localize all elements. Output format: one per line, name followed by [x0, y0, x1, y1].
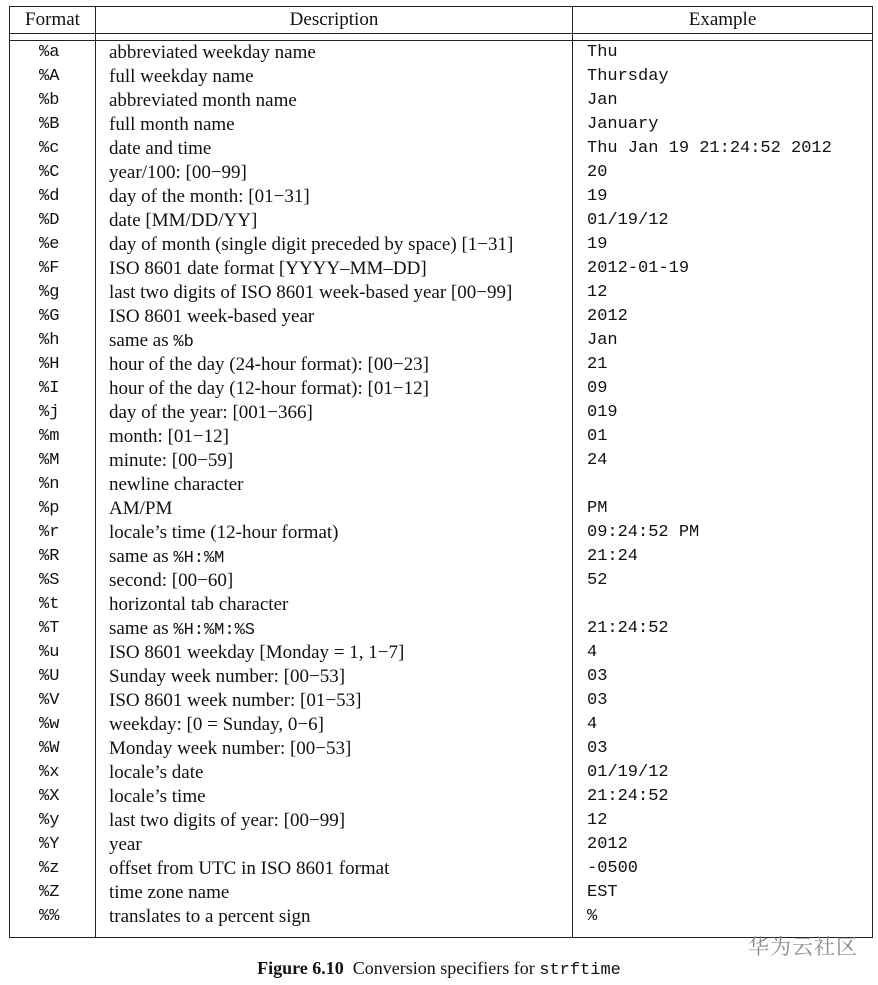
format-cell: %V: [10, 689, 96, 713]
header-example: Example: [688, 9, 757, 30]
table-row: [10, 353, 872, 377]
description-code: %b: [173, 333, 194, 352]
table-row: [10, 569, 872, 593]
format-cell: %n: [10, 473, 96, 497]
description-cell: [96, 833, 573, 857]
example-cell: 12: [587, 283, 608, 302]
table-row: [10, 833, 872, 857]
figure-caption: [0, 958, 878, 980]
example-cell: 01/19/12: [587, 763, 669, 782]
example-cell: 52: [587, 571, 608, 590]
table-row: [10, 473, 872, 497]
format-cell: %z: [10, 857, 96, 881]
example-cell: [573, 473, 872, 497]
format-cell: %M: [10, 449, 96, 473]
table-row: [10, 761, 872, 785]
example-cell: 4: [587, 715, 598, 734]
description-cell: [96, 377, 573, 401]
table-row: [10, 857, 872, 881]
description-cell: [96, 689, 573, 713]
table-row: [10, 305, 872, 329]
description-text: month: [01−12]: [109, 426, 229, 447]
format-cell: %x: [10, 761, 96, 785]
description-cell: [96, 497, 573, 521]
example-cell: [573, 593, 872, 617]
description-text: same as: [109, 546, 174, 567]
description-text: second: [00−60]: [109, 570, 234, 591]
table-row: [10, 713, 872, 737]
table-row: [10, 497, 872, 521]
example-cell: 20: [587, 163, 608, 182]
format-cell: %u: [10, 641, 96, 665]
format-cell: %b: [10, 89, 96, 113]
table-row: [10, 41, 872, 65]
example-cell: 09: [587, 379, 608, 398]
format-cell: %y: [10, 809, 96, 833]
description-cell: [96, 665, 573, 689]
description-cell: [96, 449, 573, 473]
format-cell: %C: [10, 161, 96, 185]
description-text: full month name: [109, 114, 235, 135]
description-text: translates to a percent sign: [109, 906, 311, 927]
format-cell: %W: [10, 737, 96, 761]
format-cell: %p: [10, 497, 96, 521]
description-text: last two digits of year: [00−99]: [109, 810, 346, 831]
table-row: [10, 881, 872, 905]
format-cell: %Y: [10, 833, 96, 857]
table-row: [10, 665, 872, 689]
description-cell: [96, 305, 573, 329]
description-text: time zone name: [109, 882, 230, 903]
description-text: minute: [00−59]: [109, 450, 234, 471]
example-cell: Thu Jan 19 21:24:52 2012: [587, 139, 832, 158]
format-cell: %T: [10, 617, 96, 641]
description-cell: [96, 713, 573, 737]
description-text: hour of the day (12-hour format): [01−12]: [109, 378, 429, 399]
table-row: [10, 161, 872, 185]
description-text: locale’s date: [109, 762, 204, 783]
description-cell: [96, 233, 573, 257]
format-cell: %Z: [10, 881, 96, 905]
description-text: year: [109, 834, 142, 855]
example-cell: PM: [587, 499, 608, 518]
description-code: %H:%M: [173, 549, 225, 568]
description-cell: [96, 473, 573, 497]
table-row: [10, 737, 872, 761]
table-row: [10, 209, 872, 233]
description-cell: [96, 41, 573, 65]
format-cell: %a: [10, 41, 96, 65]
description-cell: [96, 113, 573, 137]
description-cell: [96, 65, 573, 89]
format-cell: %t: [10, 593, 96, 617]
description-cell: [96, 401, 573, 425]
example-cell: 21:24:52: [587, 787, 669, 806]
description-cell: [96, 809, 573, 833]
example-cell: 03: [587, 691, 608, 710]
description-cell: [96, 89, 573, 113]
table-row: [10, 401, 872, 425]
format-cell: %X: [10, 785, 96, 809]
description-text: date and time: [109, 138, 212, 159]
format-cell: %m: [10, 425, 96, 449]
example-cell: Thu: [587, 43, 618, 62]
format-cell: %%: [10, 905, 96, 929]
example-cell: -0500: [587, 859, 639, 878]
description-cell: [96, 185, 573, 209]
caption-code: strftime: [539, 961, 621, 980]
watermark-text: 华为云社区: [748, 935, 858, 959]
example-cell: 12: [587, 811, 608, 830]
format-cell: %h: [10, 329, 96, 353]
example-cell: 19: [587, 235, 608, 254]
description-cell: [96, 353, 573, 377]
header-format: Format: [10, 7, 96, 33]
description-cell: [96, 137, 573, 161]
format-cell: %D: [10, 209, 96, 233]
format-cell: %c: [10, 137, 96, 161]
table-row: [10, 89, 872, 113]
format-cell: %S: [10, 569, 96, 593]
format-cell: %H: [10, 353, 96, 377]
example-cell: January: [587, 115, 659, 134]
format-cell: %I: [10, 377, 96, 401]
example-cell: 09:24:52 PM: [587, 523, 700, 542]
description-text: horizontal tab character: [109, 594, 289, 615]
table-row: [10, 329, 872, 353]
description-text: ISO 8601 weekday [Monday = 1, 1−7]: [109, 642, 405, 663]
example-cell: 24: [587, 451, 608, 470]
description-text: weekday: [0 = Sunday, 0−6]: [109, 714, 324, 735]
description-cell: [96, 257, 573, 281]
description-text: Sunday week number: [00−53]: [109, 666, 346, 687]
description-text: year/100: [00−99]: [109, 162, 247, 183]
format-cell: %G: [10, 305, 96, 329]
format-cell: %e: [10, 233, 96, 257]
example-cell: 2012: [587, 835, 628, 854]
table-row: [10, 113, 872, 137]
description-cell: [96, 569, 573, 593]
description-cell: [96, 785, 573, 809]
table-bottom-padding: [10, 929, 872, 937]
table-row: [10, 185, 872, 209]
table-row: [10, 617, 872, 641]
description-cell: [96, 521, 573, 545]
description-text: day of the year: [001−366]: [109, 402, 313, 423]
description-text: locale’s time: [109, 786, 206, 807]
table-row: [10, 377, 872, 401]
table-header-row: [10, 7, 872, 34]
format-cell: %j: [10, 401, 96, 425]
table-row: [10, 449, 872, 473]
example-cell: Jan: [587, 91, 618, 110]
figure-label: Figure 6.10: [257, 958, 344, 978]
table-row: [10, 425, 872, 449]
example-cell: Thursday: [587, 67, 669, 86]
description-text: abbreviated month name: [109, 90, 297, 111]
description-cell: [96, 161, 573, 185]
format-cell: %w: [10, 713, 96, 737]
description-cell: [96, 641, 573, 665]
description-cell: [96, 761, 573, 785]
table-row: [10, 137, 872, 161]
table-row: [10, 521, 872, 545]
table-row: [10, 545, 872, 569]
example-cell: 21:24:52: [587, 619, 669, 638]
description-cell: [96, 737, 573, 761]
description-text: same as: [109, 618, 174, 639]
table-body: [10, 41, 872, 929]
format-cell: %B: [10, 113, 96, 137]
description-text: same as: [109, 330, 174, 351]
format-cell: %F: [10, 257, 96, 281]
format-cell: %R: [10, 545, 96, 569]
description-text: Monday week number: [00−53]: [109, 738, 352, 759]
table-row: [10, 809, 872, 833]
example-cell: 01/19/12: [587, 211, 669, 230]
description-cell: [96, 857, 573, 881]
example-cell: 03: [587, 667, 608, 686]
example-cell: 019: [587, 403, 618, 422]
description-text: offset from UTC in ISO 8601 format: [109, 858, 390, 879]
example-cell: 2012-01-19: [587, 259, 690, 278]
table-row: [10, 593, 872, 617]
table-row: [10, 281, 872, 305]
description-cell: [96, 593, 573, 617]
description-code: %H:%M:%S: [173, 621, 255, 640]
description-cell: [96, 329, 573, 353]
table-row: [10, 65, 872, 89]
description-cell: [96, 617, 573, 641]
example-cell: 03: [587, 739, 608, 758]
format-cell: %A: [10, 65, 96, 89]
description-text: day of the month: [01−31]: [109, 186, 310, 207]
description-cell: [96, 425, 573, 449]
table-row: [10, 689, 872, 713]
format-cell: %g: [10, 281, 96, 305]
description-text: ISO 8601 week-based year: [109, 306, 315, 327]
description-cell: [96, 881, 573, 905]
description-cell: [96, 905, 573, 929]
description-text: locale’s time (12-hour format): [109, 522, 339, 543]
example-cell: 19: [587, 187, 608, 206]
example-cell: 2012: [587, 307, 628, 326]
table-row: [10, 905, 872, 929]
table-row: [10, 785, 872, 809]
description-cell: [96, 545, 573, 569]
example-cell: 21:24: [587, 547, 639, 566]
header-description: Description: [96, 7, 573, 33]
caption-text: Conversion specifiers for: [352, 958, 540, 978]
table-row: [10, 257, 872, 281]
format-cell: %r: [10, 521, 96, 545]
table-row: [10, 641, 872, 665]
description-text: day of month (single digit preceded by space) [1−31]: [109, 234, 514, 255]
table-row: [10, 233, 872, 257]
strftime-specifier-table: [9, 6, 873, 938]
example-cell: 4: [587, 643, 598, 662]
format-cell: %d: [10, 185, 96, 209]
description-text: ISO 8601 week number: [01−53]: [109, 690, 362, 711]
example-cell: Jan: [587, 331, 618, 350]
format-cell: %U: [10, 665, 96, 689]
description-cell: [96, 209, 573, 233]
example-cell: %: [587, 907, 598, 926]
example-cell: 21: [587, 355, 608, 374]
description-cell: [96, 281, 573, 305]
example-cell: 01: [587, 427, 608, 446]
description-text: newline character: [109, 474, 244, 495]
header-double-rule: [10, 34, 872, 41]
description-text: last two digits of ISO 8601 week-based year [00−99]: [109, 282, 513, 303]
description-text: AM/PM: [109, 498, 173, 519]
example-cell: EST: [587, 883, 618, 902]
description-text: abbreviated weekday name: [109, 42, 316, 63]
description-text: ISO 8601 date format [YYYY–MM–DD]: [109, 258, 427, 279]
description-text: full weekday name: [109, 66, 254, 87]
description-text: hour of the day (24-hour format): [00−23]: [109, 354, 429, 375]
description-text: date [MM/DD/YY]: [109, 210, 258, 231]
